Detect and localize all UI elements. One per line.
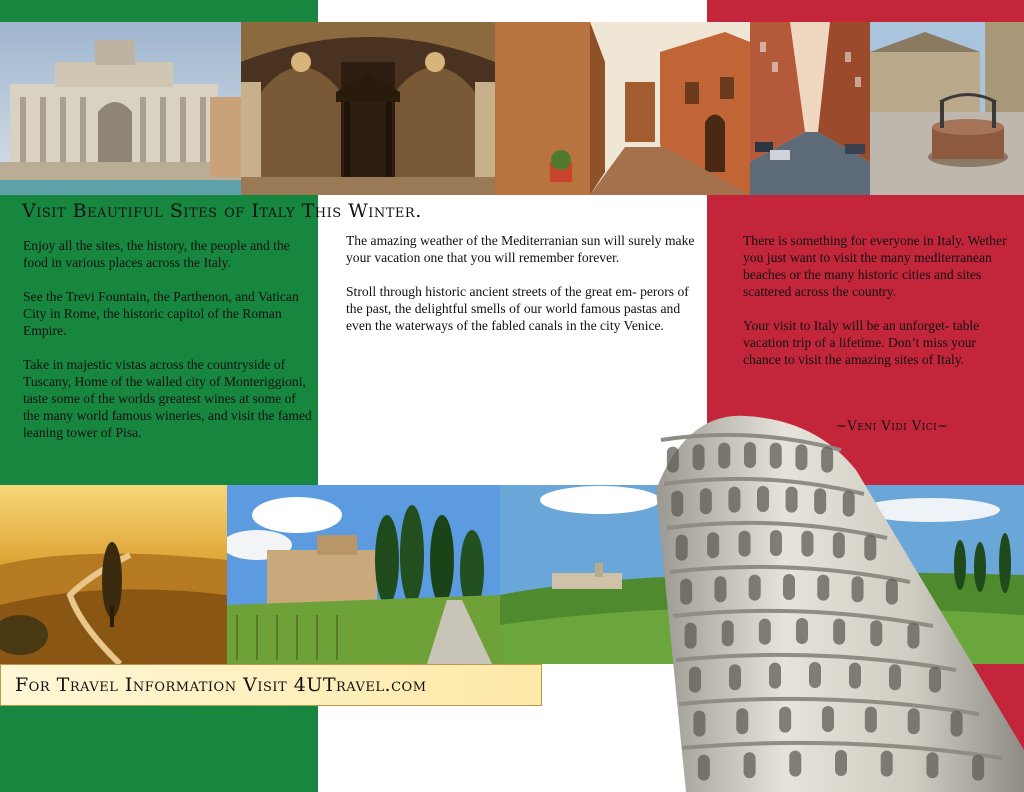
right-column bbox=[743, 232, 1013, 385]
motto: ~Veni Vidi Vici~ bbox=[836, 419, 949, 434]
middle-column bbox=[346, 232, 698, 351]
travel-info-text: For Travel Information Visit 4UTravel.com bbox=[15, 674, 427, 696]
left-paragraph-3: Take in majestic vistas across the countryside of Tuscany, Home of the walled city of Monteriggioni, taste some of the worlds greatest wines at some of the many world famous wineries, and visit the famed leaning tower of Pisa. bbox=[23, 357, 312, 440]
left-paragraph-1: Enjoy all the sites, the history, the people and the food in various places across the Italy. bbox=[23, 238, 290, 270]
left-paragraph-2: See the Trevi Fountain, the Parthenon, and Vatican City in Rome, the historic capitol of the Roman Empire. bbox=[23, 289, 299, 338]
middle-paragraph-2: Stroll through historic ancient streets of the great em- perors of the past, the delightful smells of our world famous pastas and even the waterways of the fabled canals in the city Venice. bbox=[346, 284, 689, 333]
middle-paragraph-1: The amazing weather of the Mediterranian sun will surely make your vacation one that you will remember forever. bbox=[346, 233, 695, 265]
tuscan-villa-photo bbox=[227, 485, 500, 664]
tuscan-hills-photo bbox=[0, 485, 227, 664]
headline: Visit Beautiful Sites of Italy This Winter. bbox=[22, 200, 422, 222]
basilica-interior-photo bbox=[241, 22, 495, 195]
leaning-tower-photo bbox=[626, 410, 1024, 792]
city-street-photo bbox=[750, 22, 870, 195]
travel-info-banner bbox=[0, 664, 542, 706]
brick-street-photo bbox=[495, 22, 750, 195]
right-paragraph-1: There is something for everyone in Italy. Wether you just want to visit the many mediterranean beaches or the many historic cities and sites scattered across the country. bbox=[743, 233, 1007, 299]
left-column bbox=[23, 237, 315, 458]
trevi-fountain-photo bbox=[0, 22, 241, 195]
right-paragraph-2: Your visit to Italy will be an unforget- table vacation trip of a lifetime. Don’t miss your chance to visit the amazing sites of Italy. bbox=[743, 318, 980, 367]
village-well-photo bbox=[870, 22, 1024, 195]
